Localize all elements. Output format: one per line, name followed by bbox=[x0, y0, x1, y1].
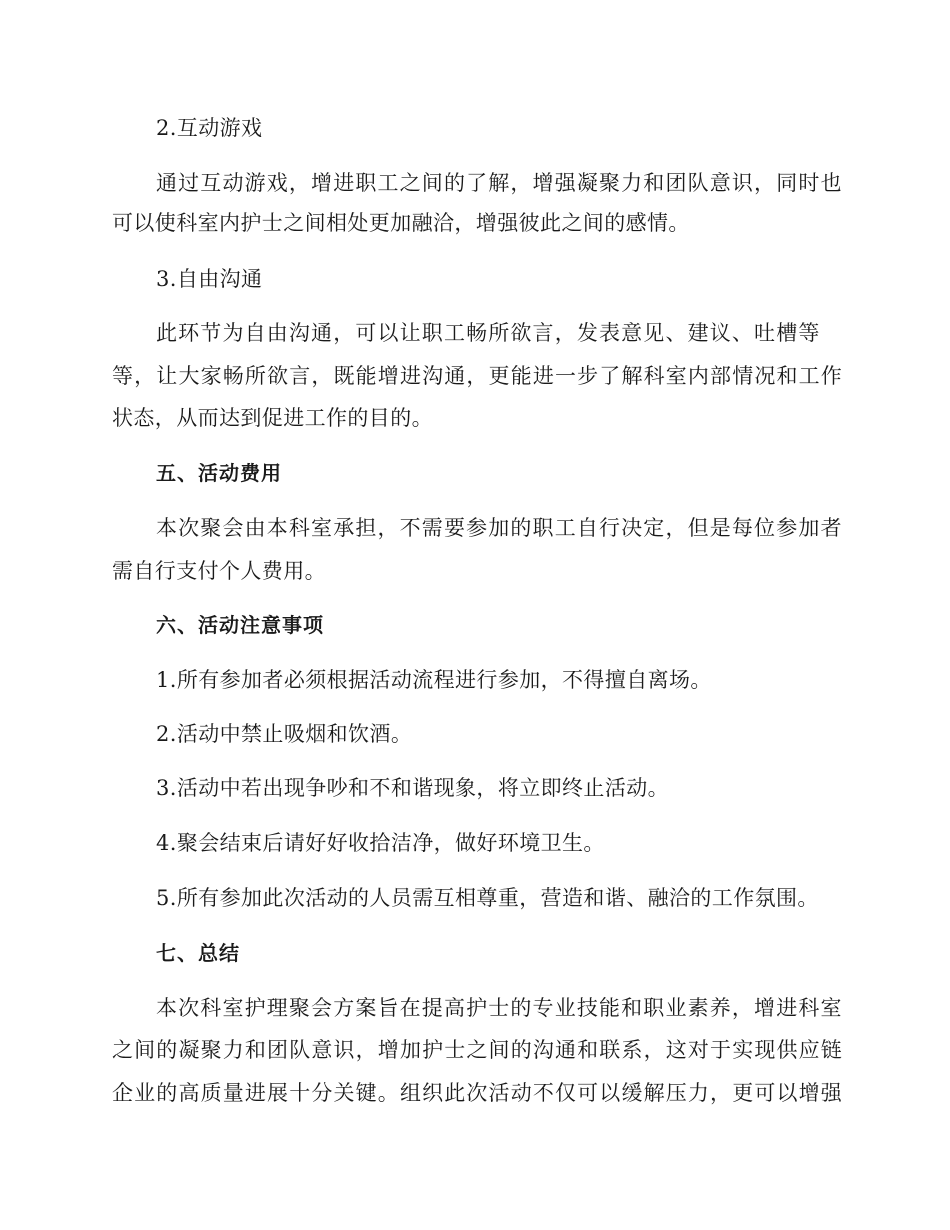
note-item: 3.活动中若出现争吵和不和谐现象，将立即终止活动。 bbox=[156, 776, 670, 800]
section-heading-cost: 五、活动费用 bbox=[156, 461, 282, 485]
note-item: 5.所有参加此次活动的人员需互相尊重，营造和谐、融洽的工作氛围。 bbox=[156, 886, 819, 910]
note-item: 4.聚会结束后请好好收拾洁净，做好环境卫生。 bbox=[156, 831, 605, 855]
note-item: 1.所有参加者必须根据活动流程进行参加，不得擅自离场。 bbox=[156, 668, 712, 692]
section-heading-summary: 七、总结 bbox=[156, 941, 240, 965]
paragraph-line: 之间的凝聚力和团队意识，增加护士之间的沟通和联系，这对于实现供应链 bbox=[112, 1038, 843, 1062]
paragraph-line: 通过互动游戏，增进职工之间的了解，增强凝聚力和团队意识，同时也 bbox=[156, 171, 843, 195]
paragraph-line: 本次聚会由本科室承担，不需要参加的职工自行决定，但是每位参加者 bbox=[156, 516, 843, 540]
subheading-free-communication: 3.自由沟通 bbox=[156, 267, 263, 291]
paragraph-line: 企业的高质量进展十分关键。组织此次活动不仅可以缓解压力，更可以增强 bbox=[112, 1081, 843, 1105]
section-heading-notes: 六、活动注意事项 bbox=[156, 613, 324, 637]
paragraph-line: 需自行支付个人费用。 bbox=[112, 559, 326, 583]
paragraph-line: 此环节为自由沟通，可以让职工畅所欲言，发表意见、建议、吐槽等 bbox=[156, 321, 821, 345]
note-item: 2.活动中禁止吸烟和饮酒。 bbox=[156, 722, 413, 746]
paragraph-line: 等，让大家畅所欲言，既能增进沟通，更能进一步了解科室内部情况和工作 bbox=[112, 364, 843, 388]
paragraph-line: 本次科室护理聚会方案旨在提高护士的专业技能和职业素养，增进科室 bbox=[156, 996, 843, 1020]
paragraph-line: 可以使科室内护士之间相处更加融洽，增强彼此之间的感情。 bbox=[112, 211, 690, 235]
paragraph-line: 状态，从而达到促进工作的目的。 bbox=[112, 406, 433, 430]
subheading-interactive-games: 2.互动游戏 bbox=[156, 116, 263, 140]
